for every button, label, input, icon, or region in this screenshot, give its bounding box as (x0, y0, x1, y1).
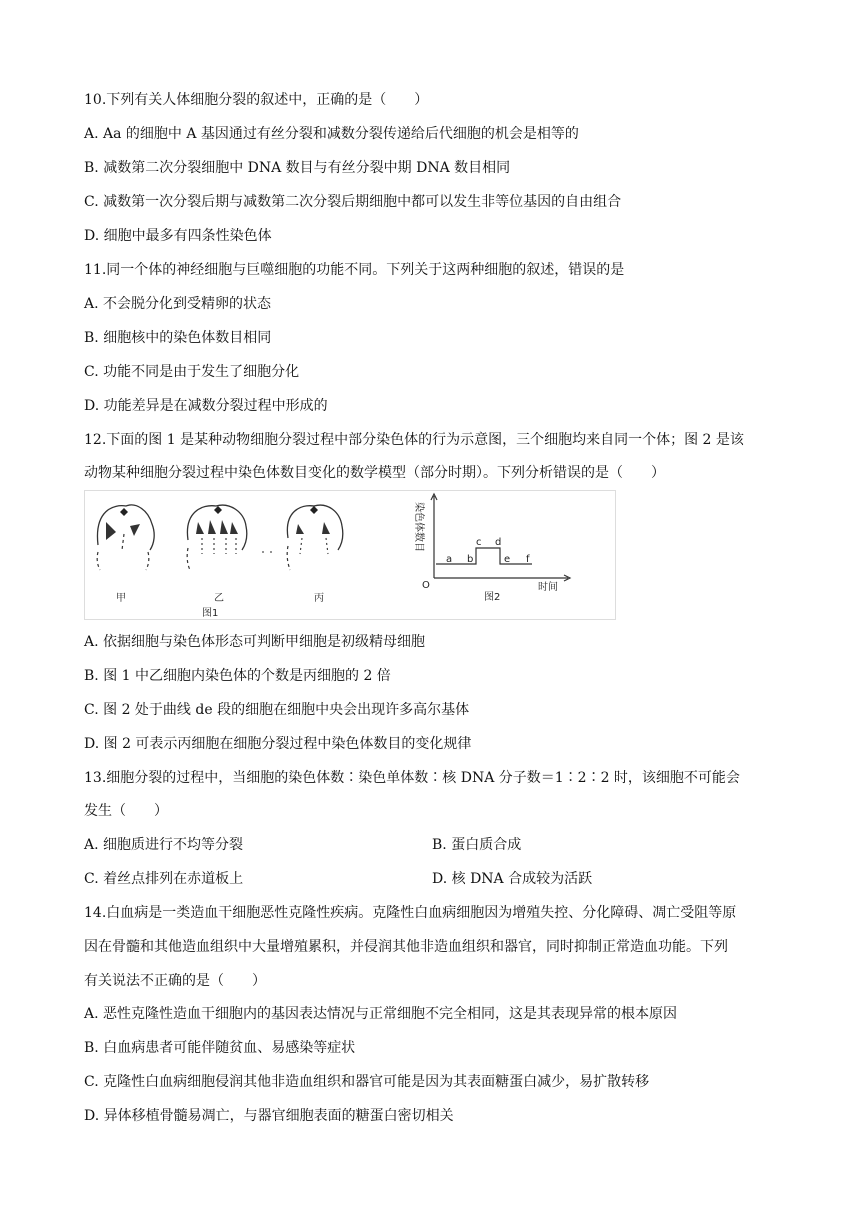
q11-option-c: C. 功能不同是由于发生了细胞分化 (84, 364, 300, 380)
fig2-x-label: 时间 (538, 582, 558, 593)
q14-stem-line2: 因在骨髓和其他造血组织中大量增殖累积，并侵润其他非造血组织和器官，同时抑制正常造血功能。下列 (84, 939, 728, 955)
q13-stem-line2: 发生（ ） (84, 803, 168, 819)
fig2-point-f: f (526, 554, 530, 565)
q14-option-d: D. 异体移植骨髓易凋亡，与器官细胞表面的糖蛋白密切相关 (84, 1108, 454, 1124)
fig2-point-e: e (504, 554, 511, 565)
q14-option-a: A. 恶性克隆性造血干细胞内的基因表达情况与正常细胞不完全相同，这是其表现异常的根本原因 (84, 1006, 678, 1022)
q14-stem-line3: 有关说法不正确的是（ ） (84, 973, 266, 989)
fig2-caption: 图2 (484, 592, 501, 603)
q13-stem-line1: 13.细胞分裂的过程中，当细胞的染色体数∶染色单体数∶核 DNA 分子数＝1∶2∶2 时，该细胞不可能会 (84, 770, 740, 786)
q12-figure-svg (84, 490, 616, 620)
cell-yi-label: 乙 (214, 593, 224, 604)
q13-option-d: D. 核 DNA 合成较为活跃 (432, 871, 593, 887)
cell-yi (187, 505, 272, 570)
q12-stem-line1: 12.下面的图 1 是某种动物细胞分裂过程中部分染色体的行为示意图，三个细胞均来自同一个体；图 2 是该 (84, 432, 744, 448)
q13-option-c: C. 着丝点排列在赤道板上 (84, 871, 244, 887)
cell-bing-label: 丙 (314, 593, 324, 604)
q12-option-d: D. 图 2 可表示丙细胞在细胞分裂过程中染色体数目的变化规律 (84, 736, 472, 752)
q14-option-c: C. 克隆性白血病细胞侵润其他非造血组织和器官可能是因为其表面糖蛋白减少，易扩散转移 (84, 1074, 650, 1090)
q12-option-c: C. 图 2 处于曲线 de 段的细胞在细胞中央会出现许多高尔基体 (84, 702, 470, 718)
fig2-point-a: a (446, 554, 453, 565)
fig2-point-b: b (467, 554, 474, 565)
q11-option-d: D. 功能差异是在减数分裂过程中形成的 (84, 398, 328, 414)
q12-stem-line2: 动物某种细胞分裂过程中染色体数目变化的数学模型（部分时期）。下列分析错误的是（ ） (84, 465, 665, 481)
fig2-y-label: 染色体数目 (413, 502, 424, 552)
cell-jia-label: 甲 (116, 593, 126, 604)
q12-option-a: A. 依据细胞与染色体形态可判断甲细胞是初级精母细胞 (84, 634, 426, 650)
q11-stem: 11.同一个体的神经细胞与巨噬细胞的功能不同。下列关于这两种细胞的叙述，错误的是 (84, 262, 625, 278)
fig2-point-d: d (495, 537, 502, 548)
fig2-point-c: c (476, 537, 482, 548)
cell-jia (97, 505, 154, 570)
q10-option-a: A. Aa 的细胞中 A 基因通过有丝分裂和减数分裂传递给后代细胞的机会是相等的 (84, 126, 579, 142)
q14-stem-line1: 14.白血病是一类造血干细胞恶性克隆性疾病。克隆性白血病细胞因为增殖失控、分化障碍、凋亡受阻等原 (84, 905, 737, 921)
q12-figure (84, 490, 616, 620)
q11-option-a: A. 不会脱分化到受精卵的状态 (84, 296, 272, 312)
q13-option-a: A. 细胞质进行不均等分裂 (84, 837, 244, 853)
figure-border (85, 491, 616, 620)
q13-option-b: B. 蛋白质合成 (432, 837, 522, 853)
q10-option-b: B. 减数第二次分裂细胞中 DNA 数目与有丝分裂中期 DNA 数目相同 (84, 160, 511, 176)
cell-bing (287, 505, 343, 570)
q11-option-b: B. 细胞核中的染色体数目相同 (84, 330, 272, 346)
q14-option-b: B. 白血病患者可能伴随贫血、易感染等症状 (84, 1040, 356, 1056)
q10-option-d: D. 细胞中最多有四条性染色体 (84, 228, 272, 244)
q12-option-b: B. 图 1 中乙细胞内染色体的个数是丙细胞的 2 倍 (84, 668, 391, 684)
q10-option-c: C. 减数第一次分裂后期与减数第二次分裂后期细胞中都可以发生非等位基因的自由组合 (84, 194, 622, 210)
fig2-origin-label: O (422, 580, 430, 591)
fig1-caption: 图1 (202, 608, 219, 619)
q10-stem: 10.下列有关人体细胞分裂的叙述中，正确的是（ ） (84, 92, 429, 108)
